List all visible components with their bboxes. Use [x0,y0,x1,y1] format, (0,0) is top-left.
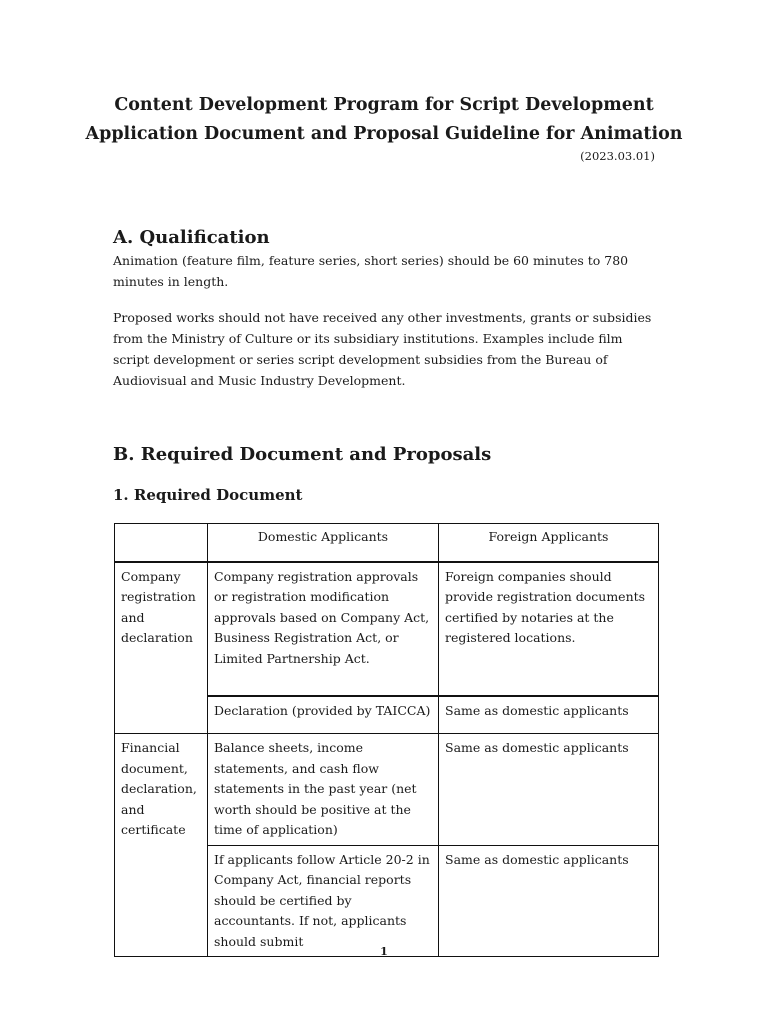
document-title-line2: Application Document and Proposal Guideline for Animation [85,124,683,144]
document-date: (2023.03.01) [580,149,655,163]
section-a-heading: A. Qualification [113,227,270,248]
table-row [115,734,659,846]
header-cell-domestic: Domestic Applicants [208,524,439,562]
table-cell-domestic: Company registration approvals or registration modification approvals based on Company Act, Business Registration Act, or Limited Partnership Act. [208,562,439,696]
table-row [115,562,659,696]
table-cell-domestic: If applicants follow Article 20-2 in Company Act, financial reports should be certified by accountants. If not, applicants should submit [208,845,439,957]
table-cell-foreign: Foreign companies should provide registration documents certified by notaries at the registered locations. [439,562,659,696]
qualification-paragraph-1: Animation (feature film, feature series, short series) should be 60 minutes to 780 minutes in length. [113,253,629,289]
document-title-line1: Content Development Program for Script Development [114,95,654,115]
company-registration-group-label: Company registration and declaration [115,562,208,734]
required-document-subheading: 1. Required Document [113,486,303,504]
page-number: 1 [380,945,388,958]
table-cell-domestic: Declaration (provided by TAICCA) [208,696,439,734]
header-cell-empty [115,524,208,562]
header-cell-foreign: Foreign Applicants [439,524,659,562]
required-documents-table [114,523,659,957]
table-cell-domestic: Balance sheets, income statements, and cash flow statements in the past year (net worth should be positive at the time of application) [208,734,439,846]
section-b-heading: B. Required Document and Proposals [113,444,492,465]
qualification-paragraph-2: Proposed works should not have received any other investments, grants or subsidies from the Ministry of Culture or its subsidiary institutions. Examples include film script development or series script development subsidies from the Bureau of Audiovisual and Music Industry Development. [113,310,652,388]
table-cell-foreign: Same as domestic applicants [439,734,659,846]
table-cell-foreign: Same as domestic applicants [439,696,659,734]
table-header-row [115,524,659,562]
table-cell-foreign: Same as domestic applicants [439,845,659,957]
financial-document-group-label: Financial document, declaration, and certificate [115,734,208,957]
